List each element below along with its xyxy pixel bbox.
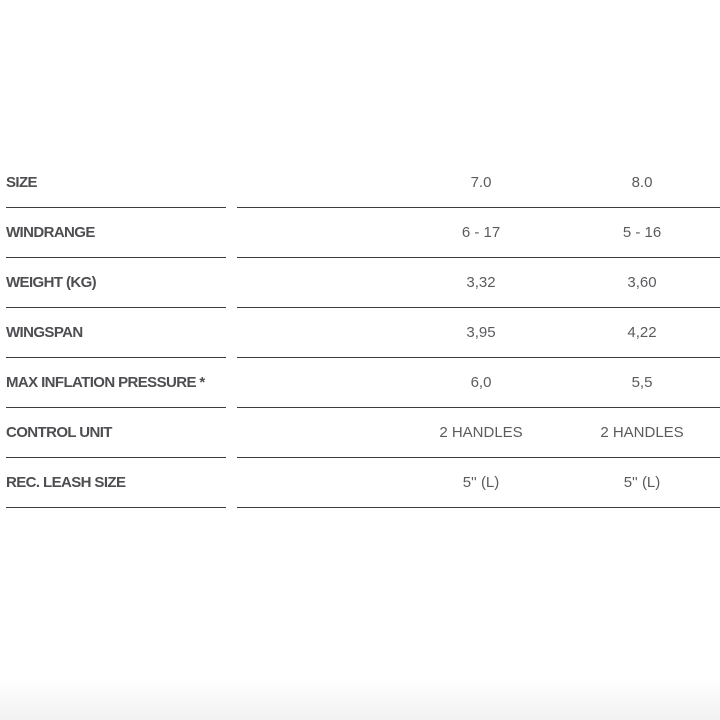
spec-row-leash-size: [0, 458, 720, 508]
spec-value: 2 HANDLES: [600, 424, 684, 441]
spec-label: WEIGHT (KG): [6, 258, 226, 308]
spec-value: 5 - 16: [622, 224, 662, 241]
bottom-fade: [0, 680, 720, 720]
spec-value: 6,0: [470, 374, 492, 391]
spec-value: 5,5: [631, 374, 653, 391]
spec-value: 2 HANDLES: [439, 424, 523, 441]
spec-value: 6 - 17: [461, 224, 501, 241]
spec-value: 8.0: [631, 174, 653, 191]
spec-row-control-unit: [0, 408, 720, 458]
spec-label: MAX INFLATION PRESSURE *: [6, 358, 226, 408]
spec-values: [237, 408, 720, 458]
spec-row-windrange: [0, 208, 720, 258]
spec-label: REC. LEASH SIZE: [6, 458, 226, 508]
spec-value: 7.0: [470, 174, 492, 191]
spec-values: [237, 458, 720, 508]
spec-label: WINDRANGE: [6, 208, 226, 258]
spec-table: [0, 158, 720, 508]
spec-row-wingspan: [0, 308, 720, 358]
spec-value: 3,32: [466, 274, 496, 291]
spec-values: [237, 158, 720, 208]
spec-values: [237, 308, 720, 358]
spec-label: WINGSPAN: [6, 308, 226, 358]
spec-row-max-inflation-pressure: [0, 358, 720, 408]
spec-values: [237, 208, 720, 258]
spec-value: 3,95: [466, 324, 496, 341]
spec-value: 3,60: [627, 274, 657, 291]
spec-values: [237, 258, 720, 308]
spec-values: [237, 358, 720, 408]
spec-row-weight: [0, 258, 720, 308]
spec-value: 4,22: [627, 324, 657, 341]
spec-label: SIZE: [6, 158, 226, 208]
spec-row-size: [0, 158, 720, 208]
spec-value: 5'' (L): [462, 474, 500, 491]
spec-label: CONTROL UNIT: [6, 408, 226, 458]
spec-value: 5'' (L): [623, 474, 661, 491]
